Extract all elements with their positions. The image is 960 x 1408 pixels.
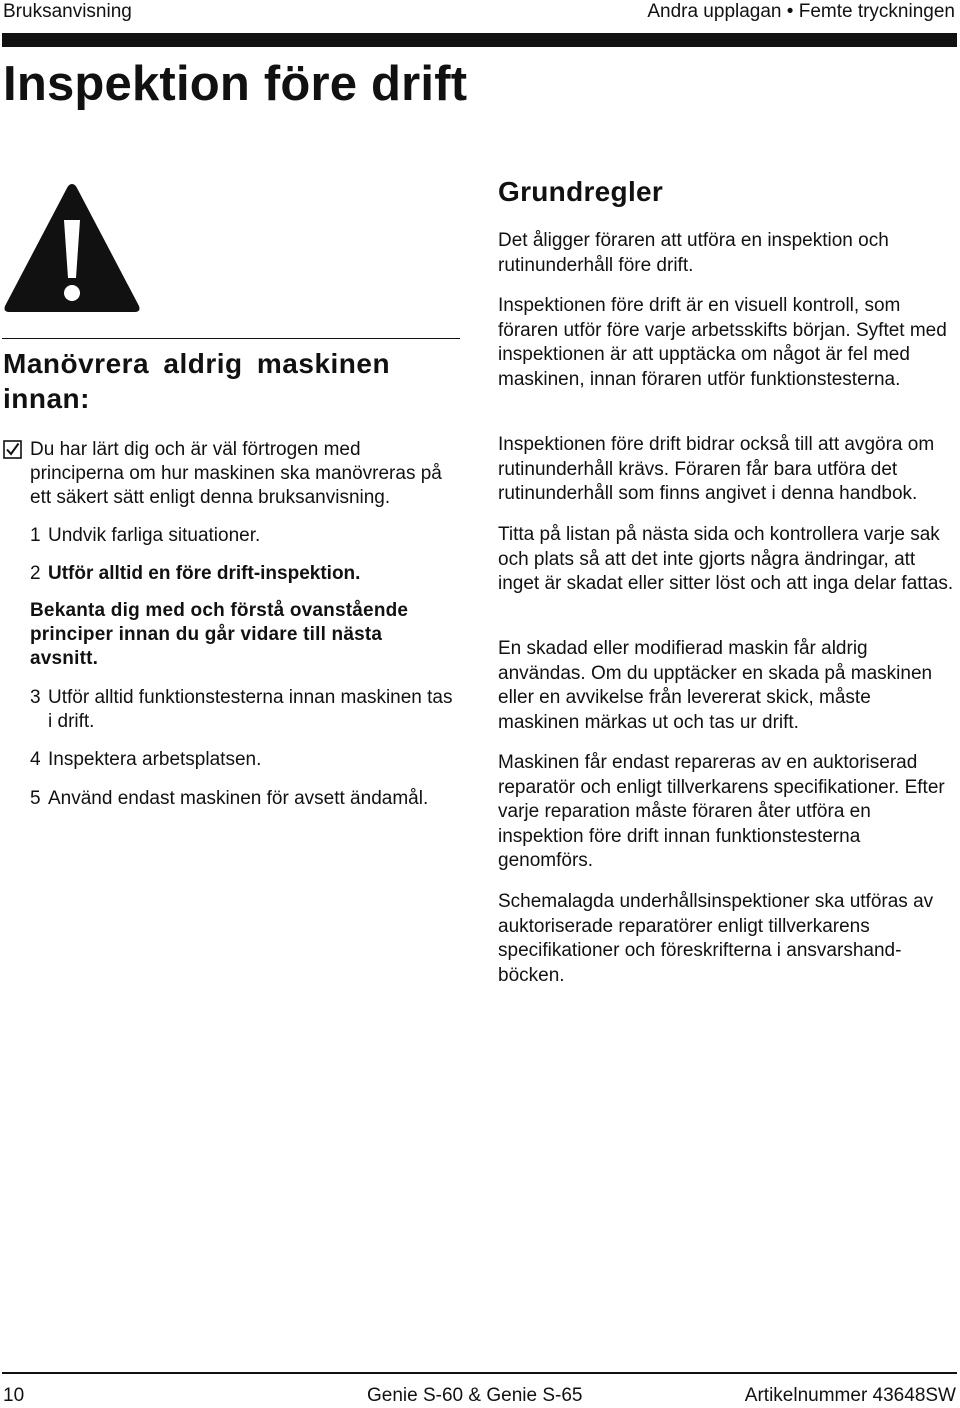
notice-text: Bekanta dig med och förstå ovanstående principer innan du går vidare till nästa avsnitt. — [30, 600, 409, 669]
paragraph: Inspektionen före drift bidrar också till att avgöra om rutinunderhåll krävs. Föraren får bara utföra det rutinunderhåll som finns angivet i denna handbok. — [498, 434, 935, 504]
paragraph: En skadad eller modifierad maskin får aldrig användas. Om du upptäcker en skada på maskinen eller en avvikelse från levererat skick, måste maskinen märkas ut och tas ur drift. — [498, 638, 933, 733]
list-item-number: 5 — [30, 788, 41, 809]
page-number: 10 — [3, 1385, 25, 1406]
paragraph: Maskinen får endast repareras av en auktoriserad reparatör och enligt tillverkarens specifikationer. Efter varje reparation måste föraren åter utföra en inspektion före drift innan funktionstesterna genomförs. — [498, 752, 945, 871]
paragraph: Inspektionen före drift är en visuell kontroll, som föraren utför före varje arbetsskifts början. Syftet med inspektionen är att upptäcka om något är fel med maskinen, innan föraren utför funktionstesterna. — [498, 295, 947, 390]
paragraph: Det åligger föraren att utföra en inspektion och rutinunderhåll före drift. — [498, 230, 889, 276]
header-edition-label: Andra upplagan • Femte tryckningen — [647, 1, 955, 22]
left-column-divider — [2, 338, 460, 339]
checklist-item — [3, 438, 453, 510]
warning-triangle-icon — [2, 180, 142, 316]
checkbox-checked-icon — [3, 440, 22, 459]
list-item-number: 4 — [30, 749, 41, 770]
grundregler-section — [498, 174, 953, 210]
list-item — [30, 787, 460, 811]
list-item — [30, 748, 460, 772]
list-item-number: 2 — [30, 563, 41, 584]
list-item-number: 3 — [30, 687, 41, 708]
checklist-item-text: Du har lärt dig och är väl förtrogen med principerna om hur maskinen ska manövreras på ett säkert sätt enligt denna bruksanvisning. — [30, 439, 442, 508]
footer-divider — [2, 1372, 957, 1374]
warning-heading: Manövrera aldrig maskinen innan: — [3, 348, 391, 414]
header-divider — [2, 33, 957, 47]
list-item-text: Använd endast maskinen för avsett ändamål. — [48, 788, 429, 809]
list-item-text: Utför alltid funktionstesterna innan maskinen tas i drift. — [48, 687, 453, 732]
section-heading: Grundregler — [498, 176, 664, 207]
list-item-text: Undvik farliga situationer. — [48, 525, 261, 546]
list-item-number: 1 — [30, 525, 41, 546]
page-title: Inspektion före drift — [3, 57, 468, 111]
list-item-text: Utför alltid en före drift-inspektion. — [48, 563, 361, 584]
footer-model: Genie S-60 & Genie S-65 — [367, 1385, 583, 1406]
paragraph: Schemalagda underhållsinspektioner ska utföras av auktoriserade reparatörer enligt tillverkarens specifikationer och föreskrifterna i ansvarshand-böcken. — [498, 891, 934, 986]
list-item-text: Inspektera arbetsplatsen. — [48, 749, 262, 770]
header-manual-label: Bruksanvisning — [3, 1, 132, 22]
list-item — [30, 562, 460, 586]
footer-part-number: Artikelnummer 43648SW — [744, 1385, 956, 1406]
list-item — [30, 686, 460, 734]
list-item — [30, 524, 460, 548]
paragraph: Titta på listan på nästa sida och kontrollera varje sak och plats så att det inte gjorts några ändringar, att inget är skadat eller sitter löst och att inga delar fattas. — [498, 524, 954, 594]
